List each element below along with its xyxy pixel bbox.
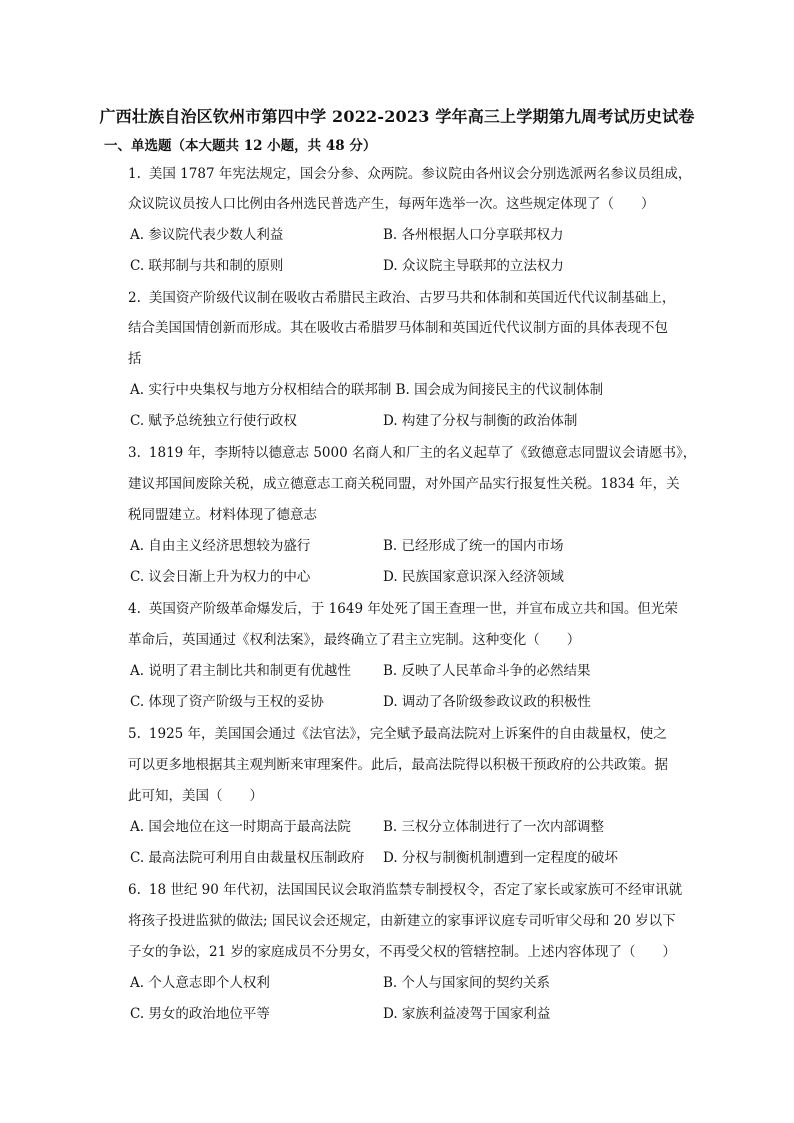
question-1-option-b[interactable]: B. 各州根据人口分享联邦权力 <box>383 227 564 243</box>
section-heading: 一、单选题（本大题共 12 小题，共 48 分） <box>104 138 377 154</box>
question-2-option-c[interactable]: C. 赋予总统独立行使行政权 <box>130 413 297 429</box>
question-1-option-a[interactable]: A. 参议院代表少数人利益 <box>130 227 284 243</box>
question-5-option-c[interactable]: C. 最高法院可利用自由裁量权压制政府 <box>130 850 365 866</box>
question-4-option-c[interactable]: C. 体现了资产阶级与王权的妥协 <box>130 694 324 710</box>
question-number: 4. <box>128 601 141 617</box>
question-3-option-d[interactable]: D. 民族国家意识深入经济领域 <box>383 569 564 585</box>
question-3-line-1 <box>128 443 696 463</box>
question-6-option-a[interactable]: A. 个人意志即个人权利 <box>130 975 270 991</box>
question-5-line-3: 此可知，美国（ ） <box>128 788 263 804</box>
question-5-line-2: 可以更多地根据其主观判断来审理案件。此后，最高法院得以积极干预政府的公共政策。据 <box>128 757 668 773</box>
question-5-option-b[interactable]: B. 三权分立体制进行了一次内部调整 <box>383 819 605 835</box>
question-6-line-3: 子女的争讼，21 岁的家庭成员不分男女，不再受父权的管辖控制。上述内容体现了（ ） <box>128 944 676 960</box>
question-1-line-2: 众议院议员按人口比例由各州选民普选产生，每两年选举一次。这些规定体现了（ ） <box>128 196 655 212</box>
question-text: 美国 1787 年宪法规定，国会分参、众两院。参议院由各州议会分别选派两名参议员组成， <box>148 166 692 182</box>
question-5-line-1 <box>128 724 667 744</box>
question-2-line-1 <box>128 288 675 308</box>
question-4-option-a[interactable]: A. 说明了君主制比共和制更有优越性 <box>130 663 351 679</box>
question-text: 美国资产阶级代议制在吸收古希腊民主政治、古罗马共和体制和英国近代代议制基础上， <box>148 290 676 306</box>
question-3-line-3: 税同盟建立。材料体现了德意志 <box>128 507 317 523</box>
question-text: 英国资产阶级革命爆发后，于 1649 年处死了国王查理一世，并宣布成立共和国。但光荣 <box>148 601 678 617</box>
question-6-line-2: 将孩子投进监狱的做法; 国民议会还规定，由新建立的家事评议庭专司听审父母和 20 岁以下 <box>128 913 676 929</box>
question-number: 1. <box>128 166 141 182</box>
question-4-line-1 <box>128 599 678 619</box>
question-4-line-2: 革命后，英国通过《权利法案》，最终确立了君主立宪制。这种变化（ ） <box>128 632 581 648</box>
question-2-line-3: 括 <box>128 351 142 367</box>
question-number: 3. <box>128 445 141 461</box>
question-3-option-c[interactable]: C. 议会日渐上升为权力的中心 <box>130 569 311 585</box>
question-6-option-c[interactable]: C. 男女的政治地位平等 <box>130 1006 270 1022</box>
question-5-option-d[interactable]: D. 分权与制衡机制遭到一定程度的破坏 <box>383 850 618 866</box>
question-6-line-1 <box>128 880 682 900</box>
question-number: 2. <box>128 290 141 306</box>
question-text: 18 世纪 90 年代初，法国国民议会取消监禁专制授权令，否定了家长或家族可不经审讯就 <box>148 882 683 898</box>
question-2-line-2: 结合美国国情创新而形成。其在吸收古希腊罗马体制和英国近代代议制方面的具体表现不包 <box>128 320 668 336</box>
question-2-option-a-b[interactable]: A. 实行中央集权与地方分权相结合的联邦制 B. 国会成为间接民主的代议制体制 <box>130 382 604 398</box>
question-6-option-d[interactable]: D. 家族利益凌驾于国家利益 <box>383 1006 551 1022</box>
question-3-line-2: 建议邦国间废除关税，成立德意志工商关税同盟，对外国产品实行报复性关税。1834 年，关 <box>128 476 680 492</box>
question-5-option-a[interactable]: A. 国会地位在这一时期高于最高法院 <box>130 819 351 835</box>
question-3-option-a[interactable]: A. 自由主义经济思想较为盛行 <box>130 538 311 554</box>
question-text: 1819 年，李斯特以德意志 5000 名商人和厂主的名义起草了《致德意志同盟议会请愿书》， <box>148 445 697 461</box>
question-text: 1925 年，美国国会通过《法官法》，完全赋予最高法院对上诉案件的自由裁量权，使之 <box>148 726 667 742</box>
question-1-option-d[interactable]: D. 众议院主导联邦的立法权力 <box>383 258 564 274</box>
question-4-option-b[interactable]: B. 反映了人民革命斗争的必然结果 <box>383 663 591 679</box>
question-number: 5. <box>128 726 141 742</box>
question-4-option-d[interactable]: D. 调动了各阶级参政议政的积极性 <box>383 694 591 710</box>
question-3-option-b[interactable]: B. 已经形成了统一的国内市场 <box>383 538 564 554</box>
question-1-option-c[interactable]: C. 联邦制与共和制的原则 <box>130 258 284 274</box>
question-number: 6. <box>128 882 141 898</box>
question-1-line-1 <box>128 164 691 184</box>
question-2-option-d[interactable]: D. 构建了分权与制衡的政治体制 <box>383 413 578 429</box>
page-title: 广西壮族自治区钦州市第四中学 2022-2023 学年高三上学期第九周考试历史试卷 <box>99 107 695 126</box>
question-6-option-b[interactable]: B. 个人与国家间的契约关系 <box>383 975 551 991</box>
